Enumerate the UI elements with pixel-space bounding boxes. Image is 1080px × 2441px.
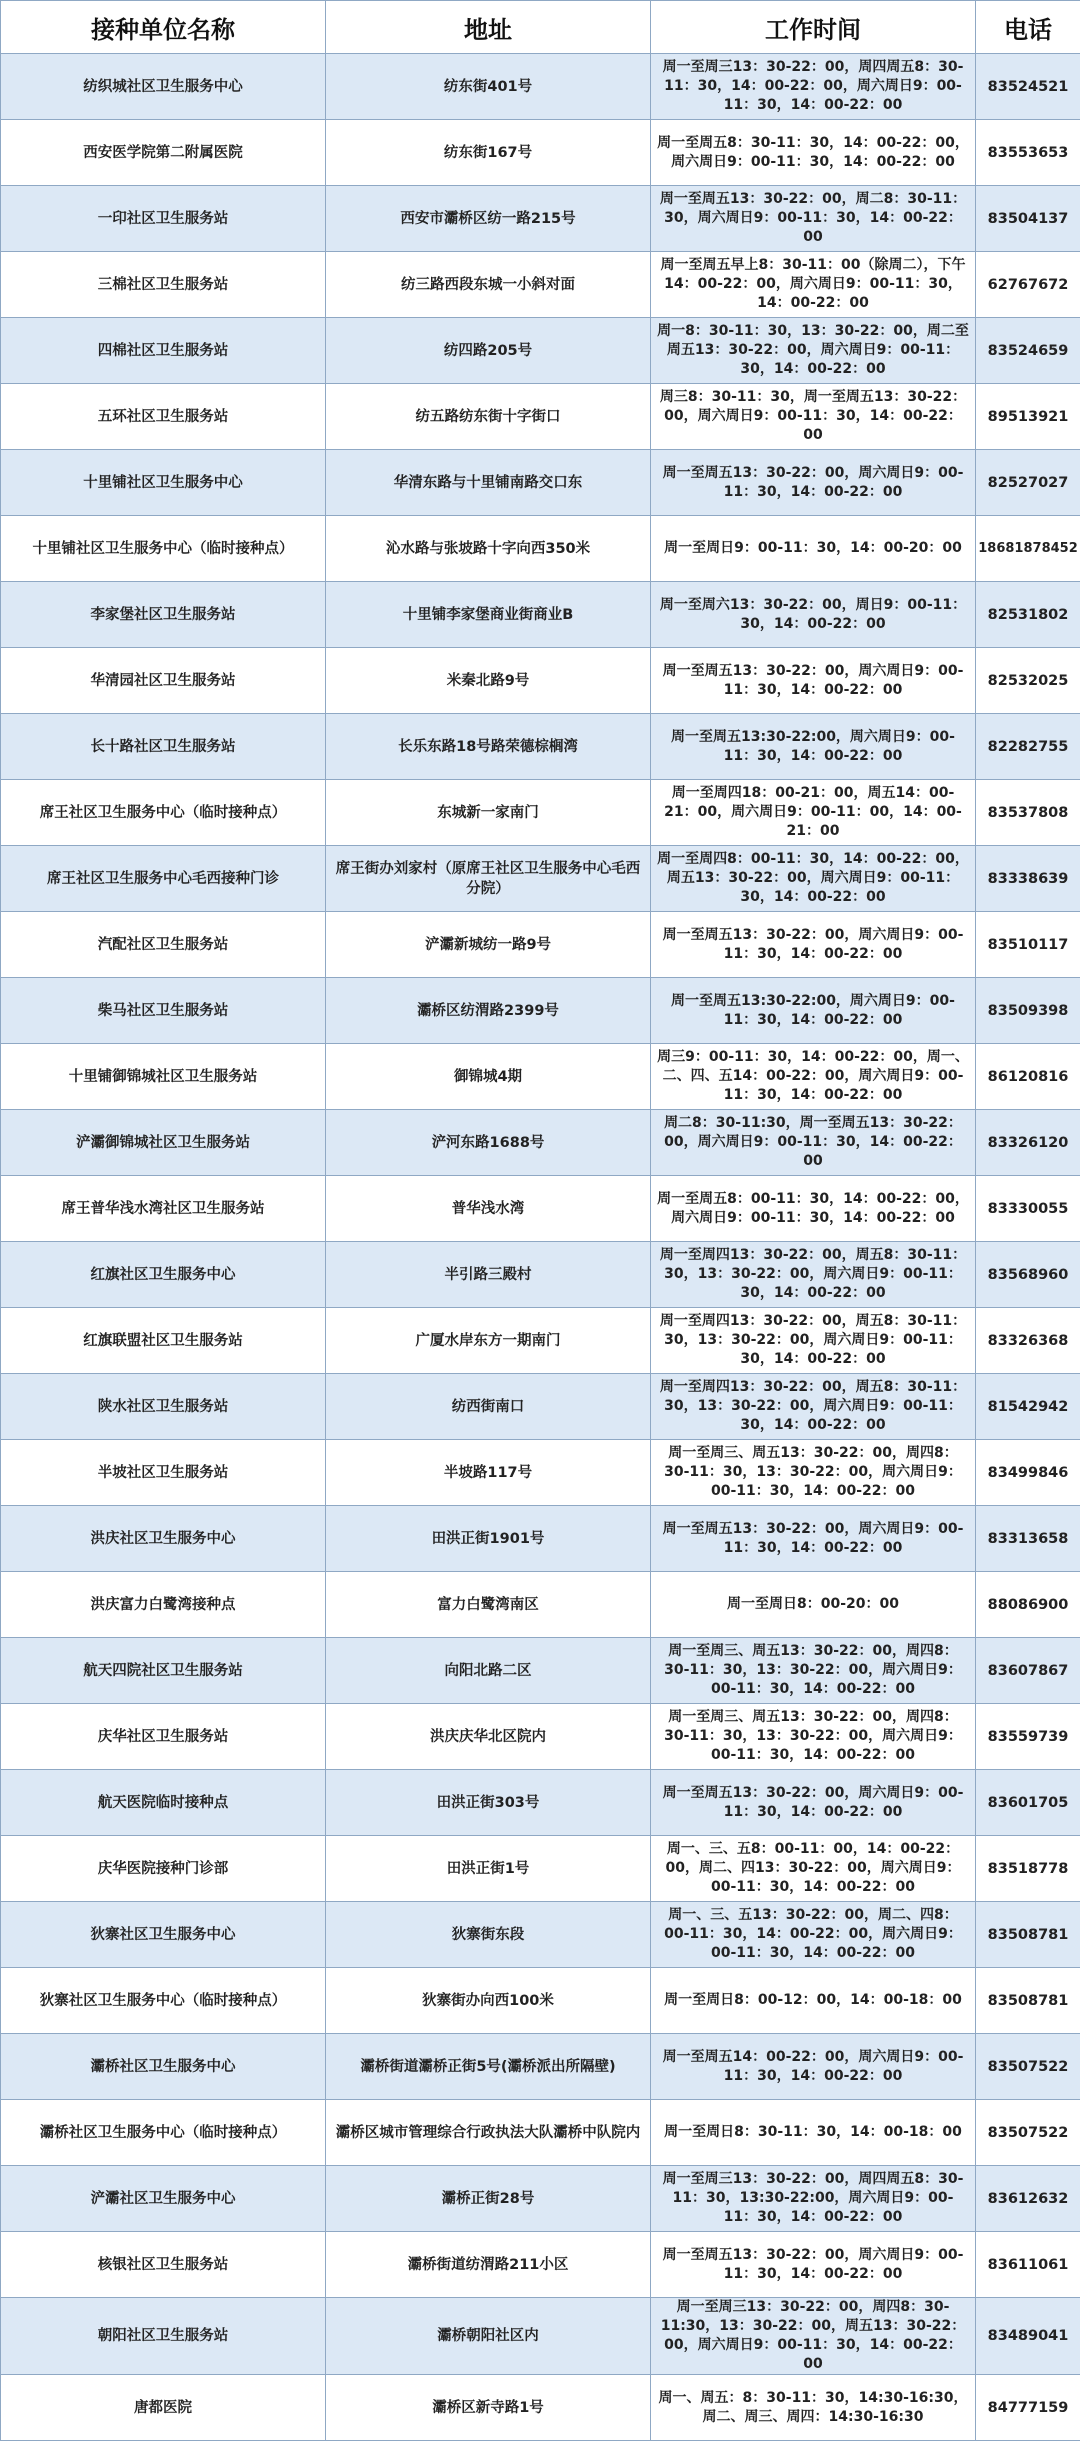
site-phone-cell: 82531802 xyxy=(976,582,1080,648)
site-phone-cell: 86120816 xyxy=(976,1044,1080,1110)
site-name-cell: 半坡社区卫生服务站 xyxy=(1,1440,326,1506)
table-row xyxy=(1,186,1080,252)
site-address-cell: 灞桥正街28号 xyxy=(326,2166,651,2232)
site-name-cell: 朝阳社区卫生服务站 xyxy=(1,2298,326,2375)
site-name-cell: 华清园社区卫生服务站 xyxy=(1,648,326,714)
site-name-cell: 红旗联盟社区卫生服务站 xyxy=(1,1308,326,1374)
site-hours-cell: 周一、周五：8：30-11：30，14:30-16:30，周二、周三、周四：14:30-16:30 xyxy=(651,2375,976,2441)
table-row xyxy=(1,1242,1080,1308)
site-phone-cell: 83612632 xyxy=(976,2166,1080,2232)
site-phone-cell: 83607867 xyxy=(976,1638,1080,1704)
site-name-cell: 柴马社区卫生服务站 xyxy=(1,978,326,1044)
site-hours-cell: 周一、三、五13：30-22：00，周二、四8：00-11：30，14：00-22：00，周六周日9：00-11：30，14：00-22：00 xyxy=(651,1902,976,1968)
site-hours-cell: 周一至周五13：30-22：00，周六周日9：00-11：30，14：00-22：00 xyxy=(651,450,976,516)
table-row xyxy=(1,450,1080,516)
site-hours-cell: 周一至周四13：30-22：00，周五8：30-11：30，13：30-22：00，周六周日9：00-11：30，14：00-22：00 xyxy=(651,1374,976,1440)
table-row xyxy=(1,1440,1080,1506)
header-hours: 工作时间 xyxy=(651,1,976,54)
site-name-cell: 狄寨社区卫生服务中心（临时接种点） xyxy=(1,1968,326,2034)
table-row xyxy=(1,2034,1080,2100)
table-row xyxy=(1,846,1080,912)
table-row xyxy=(1,648,1080,714)
site-hours-cell: 周二8：30-11:30，周一至周五13：30-22：00，周六周日9：00-11：30，14：00-22：00 xyxy=(651,1110,976,1176)
site-address-cell: 纺四路205号 xyxy=(326,318,651,384)
site-hours-cell: 周一至周四8：00-11：30，14：00-22：00，周五13：30-22：00，周六周日9：00-11：30，14：00-22：00 xyxy=(651,846,976,912)
site-phone-cell: 89513921 xyxy=(976,384,1080,450)
site-phone-cell: 83508781 xyxy=(976,1968,1080,2034)
site-hours-cell: 周一至周五8：00-11：30，14：00-22：00，周六周日9：00-11：30，14：00-22：00 xyxy=(651,1176,976,1242)
site-name-cell: 席王社区卫生服务中心毛西接种门诊 xyxy=(1,846,326,912)
site-phone-cell: 83507522 xyxy=(976,2100,1080,2166)
site-phone-cell: 83326120 xyxy=(976,1110,1080,1176)
site-phone-cell: 83330055 xyxy=(976,1176,1080,1242)
site-name-cell: 庆华社区卫生服务站 xyxy=(1,1704,326,1770)
site-hours-cell: 周一至周四13：30-22：00，周五8：30-11：30，13：30-22：00，周六周日9：00-11：30，14：00-22：00 xyxy=(651,1242,976,1308)
site-phone-cell: 83313658 xyxy=(976,1506,1080,1572)
site-hours-cell: 周三9：00-11：30，14：00-22：00，周一、二、四、五14：00-22：00，周六周日9：00-11：30，14：00-22：00 xyxy=(651,1044,976,1110)
site-name-cell: 庆华医院接种门诊部 xyxy=(1,1836,326,1902)
site-address-cell: 华清东路与十里铺南路交口东 xyxy=(326,450,651,516)
site-address-cell: 灞桥区新寺路1号 xyxy=(326,2375,651,2441)
site-hours-cell: 周一至周四18：00-21：00，周五14：00-21：00，周六周日9：00-11：00，14：00-21：00 xyxy=(651,780,976,846)
site-hours-cell: 周一至周日8：30-11：30，14：00-18：00 xyxy=(651,2100,976,2166)
site-address-cell: 富力白鹭湾南区 xyxy=(326,1572,651,1638)
table-row xyxy=(1,2100,1080,2166)
table-row xyxy=(1,1704,1080,1770)
site-address-cell: 沁水路与张坡路十字向西350米 xyxy=(326,516,651,582)
site-name-cell: 长十路社区卫生服务站 xyxy=(1,714,326,780)
site-name-cell: 席王社区卫生服务中心（临时接种点） xyxy=(1,780,326,846)
site-address-cell: 米秦北路9号 xyxy=(326,648,651,714)
table-row xyxy=(1,1836,1080,1902)
site-hours-cell: 周三8：30-11：30，周一至周五13：30-22：00，周六周日9：00-11：30，14：00-22：00 xyxy=(651,384,976,450)
site-address-cell: 浐河东路1688号 xyxy=(326,1110,651,1176)
site-hours-cell: 周一至周三13：30-22：00，周四周五8：30-11：30，13:30-22:00，周六周日9：00-11：30，14：00-22：00 xyxy=(651,2166,976,2232)
site-hours-cell: 周一至周日9：00-11：30，14：00-20：00 xyxy=(651,516,976,582)
site-name-cell: 洪庆富力白鹭湾接种点 xyxy=(1,1572,326,1638)
site-hours-cell: 周一至周五13：30-22：00，周六周日9：00-11：30，14：00-22：00 xyxy=(651,912,976,978)
site-name-cell: 李家堡社区卫生服务站 xyxy=(1,582,326,648)
site-hours-cell: 周一至周五13：30-22：00，周六周日9：00-11：30，14：00-22：00 xyxy=(651,2232,976,2298)
table-row xyxy=(1,714,1080,780)
site-hours-cell: 周一至周五13:30-22:00，周六周日9：00-11：30，14：00-22：00 xyxy=(651,978,976,1044)
site-name-cell: 西安医学院第二附属医院 xyxy=(1,120,326,186)
table-row xyxy=(1,1044,1080,1110)
table-row xyxy=(1,2232,1080,2298)
site-address-cell: 灞桥街道纺渭路211小区 xyxy=(326,2232,651,2298)
site-phone-cell: 84777159 xyxy=(976,2375,1080,2441)
site-name-cell: 核银社区卫生服务站 xyxy=(1,2232,326,2298)
site-phone-cell: 62767672 xyxy=(976,252,1080,318)
site-address-cell: 纺三路西段东城一小斜对面 xyxy=(326,252,651,318)
site-phone-cell: 83509398 xyxy=(976,978,1080,1044)
site-address-cell: 十里铺李家堡商业街商业B xyxy=(326,582,651,648)
table-row xyxy=(1,1638,1080,1704)
site-hours-cell: 周一至周五早上8：30-11：00（除周二），下午14：00-22：00，周六周日9：00-11：30，14：00-22：00 xyxy=(651,252,976,318)
table-row xyxy=(1,1968,1080,2034)
site-hours-cell: 周一至周五13:30-22:00，周六周日9：00-11：30，14：00-22：00 xyxy=(651,714,976,780)
site-address-cell: 席王街办刘家村（原席王社区卫生服务中心毛西分院） xyxy=(326,846,651,912)
table-row xyxy=(1,1110,1080,1176)
site-address-cell: 浐灞新城纺一路9号 xyxy=(326,912,651,978)
site-hours-cell: 周一至周日8：00-12：00，14：00-18：00 xyxy=(651,1968,976,2034)
site-address-cell: 灞桥区纺渭路2399号 xyxy=(326,978,651,1044)
site-address-cell: 向阳北路二区 xyxy=(326,1638,651,1704)
site-phone-cell: 83510117 xyxy=(976,912,1080,978)
site-address-cell: 纺西街南口 xyxy=(326,1374,651,1440)
site-name-cell: 浐灞御锦城社区卫生服务站 xyxy=(1,1110,326,1176)
site-name-cell: 四棉社区卫生服务站 xyxy=(1,318,326,384)
site-phone-cell: 83326368 xyxy=(976,1308,1080,1374)
table-row xyxy=(1,1176,1080,1242)
site-phone-cell: 83508781 xyxy=(976,1902,1080,1968)
site-address-cell: 长乐东路18号路荣德棕榈湾 xyxy=(326,714,651,780)
site-address-cell: 半引路三殿村 xyxy=(326,1242,651,1308)
site-address-cell: 纺东街167号 xyxy=(326,120,651,186)
site-hours-cell: 周一至周五13：30-22：00，周六周日9：00-11：30，14：00-22：00 xyxy=(651,648,976,714)
site-address-cell: 纺东街401号 xyxy=(326,54,651,120)
site-name-cell: 陕水社区卫生服务站 xyxy=(1,1374,326,1440)
site-name-cell: 航天四院社区卫生服务站 xyxy=(1,1638,326,1704)
site-phone-cell: 83489041 xyxy=(976,2298,1080,2375)
table-row xyxy=(1,516,1080,582)
site-name-cell: 汽配社区卫生服务站 xyxy=(1,912,326,978)
site-address-cell: 西安市灞桥区纺一路215号 xyxy=(326,186,651,252)
table-row xyxy=(1,1506,1080,1572)
table-row xyxy=(1,2375,1080,2441)
header-phone: 电话 xyxy=(976,1,1080,54)
site-phone-cell: 81542942 xyxy=(976,1374,1080,1440)
table-row xyxy=(1,2298,1080,2375)
site-phone-cell: 83524659 xyxy=(976,318,1080,384)
site-hours-cell: 周一至周日8：00-20：00 xyxy=(651,1572,976,1638)
site-address-cell: 东城新一家南门 xyxy=(326,780,651,846)
site-name-cell: 洪庆社区卫生服务中心 xyxy=(1,1506,326,1572)
site-phone-cell: 83499846 xyxy=(976,1440,1080,1506)
site-name-cell: 红旗社区卫生服务中心 xyxy=(1,1242,326,1308)
table-header-row xyxy=(1,1,1080,54)
table-row xyxy=(1,318,1080,384)
site-hours-cell: 周一至周三、周五13：30-22：00，周四8：30-11：30，13：30-22：00，周六周日9：00-11：30，14：00-22：00 xyxy=(651,1638,976,1704)
site-address-cell: 灞桥区城市管理综合行政执法大队灞桥中队院内 xyxy=(326,2100,651,2166)
site-hours-cell: 周一至周五14：00-22：00，周六周日9：00-11：30，14：00-22：00 xyxy=(651,2034,976,2100)
site-phone-cell: 83518778 xyxy=(976,1836,1080,1902)
site-name-cell: 五环社区卫生服务站 xyxy=(1,384,326,450)
site-name-cell: 航天医院临时接种点 xyxy=(1,1770,326,1836)
site-phone-cell: 88086900 xyxy=(976,1572,1080,1638)
table-row xyxy=(1,1572,1080,1638)
site-phone-cell: 83559739 xyxy=(976,1704,1080,1770)
table-row xyxy=(1,582,1080,648)
site-address-cell: 御锦城4期 xyxy=(326,1044,651,1110)
site-address-cell: 狄寨街东段 xyxy=(326,1902,651,1968)
site-name-cell: 灞桥社区卫生服务中心（临时接种点） xyxy=(1,2100,326,2166)
table-row xyxy=(1,384,1080,450)
site-address-cell: 田洪正街1号 xyxy=(326,1836,651,1902)
site-address-cell: 灞桥街道灞桥正街5号(灞桥派出所隔壁) xyxy=(326,2034,651,2100)
site-hours-cell: 周一至周五13：30-22：00，周二8：30-11：30，周六周日9：00-11：30，14：00-22：00 xyxy=(651,186,976,252)
table-row xyxy=(1,780,1080,846)
site-hours-cell: 周一至周三13：30-22：00，周四8：30-11:30，13：30-22：00，周五13：30-22：00，周六周日9：00-11：30，14：00-22：00 xyxy=(651,2298,976,2375)
site-phone-cell: 83504137 xyxy=(976,186,1080,252)
site-address-cell: 洪庆庆华北区院内 xyxy=(326,1704,651,1770)
table-row xyxy=(1,1770,1080,1836)
header-address: 地址 xyxy=(326,1,651,54)
table-row xyxy=(1,1374,1080,1440)
site-phone-cell: 83507522 xyxy=(976,2034,1080,2100)
site-name-cell: 十里铺社区卫生服务中心 xyxy=(1,450,326,516)
site-phone-cell: 83568960 xyxy=(976,1242,1080,1308)
site-hours-cell: 周一至周三13：30-22：00，周四周五8：30-11：30，14：00-22：00，周六周日9：00-11：30，14：00-22：00 xyxy=(651,54,976,120)
site-phone-cell: 83524521 xyxy=(976,54,1080,120)
site-name-cell: 席王普华浅水湾社区卫生服务站 xyxy=(1,1176,326,1242)
site-name-cell: 十里铺社区卫生服务中心（临时接种点） xyxy=(1,516,326,582)
site-phone-cell: 83611061 xyxy=(976,2232,1080,2298)
site-phone-cell: 18681878452 xyxy=(976,516,1080,582)
table-row xyxy=(1,252,1080,318)
site-address-cell: 灞桥朝阳社区内 xyxy=(326,2298,651,2375)
site-name-cell: 灞桥社区卫生服务中心 xyxy=(1,2034,326,2100)
site-name-cell: 唐都医院 xyxy=(1,2375,326,2441)
table-row xyxy=(1,2166,1080,2232)
site-name-cell: 浐灞社区卫生服务中心 xyxy=(1,2166,326,2232)
table-body xyxy=(1,54,1080,2441)
site-name-cell: 狄寨社区卫生服务中心 xyxy=(1,1902,326,1968)
site-address-cell: 普华浅水湾 xyxy=(326,1176,651,1242)
site-phone-cell: 83338639 xyxy=(976,846,1080,912)
site-address-cell: 狄寨街办向西100米 xyxy=(326,1968,651,2034)
site-address-cell: 广厦水岸东方一期南门 xyxy=(326,1308,651,1374)
site-hours-cell: 周一、三、五8：00-11：00，14：00-22：00，周二、四13：30-22：00，周六周日9：00-11：30，14：00-22：00 xyxy=(651,1836,976,1902)
site-hours-cell: 周一至周三、周五13：30-22：00，周四8：30-11：30，13：30-22：00，周六周日9：00-11：30，14：00-22：00 xyxy=(651,1440,976,1506)
table-row xyxy=(1,978,1080,1044)
site-hours-cell: 周一至周四13：30-22：00，周五8：30-11：30，13：30-22：00，周六周日9：00-11：30，14：00-22：00 xyxy=(651,1308,976,1374)
site-phone-cell: 82532025 xyxy=(976,648,1080,714)
site-hours-cell: 周一至周五8：30-11：30，14：00-22：00，周六周日9：00-11：30，14：00-22：00 xyxy=(651,120,976,186)
table-row xyxy=(1,912,1080,978)
table-row xyxy=(1,1308,1080,1374)
site-phone-cell: 83553653 xyxy=(976,120,1080,186)
site-phone-cell: 83537808 xyxy=(976,780,1080,846)
site-hours-cell: 周一至周三、周五13：30-22：00，周四8：30-11：30，13：30-22：00，周六周日9：00-11：30，14：00-22：00 xyxy=(651,1704,976,1770)
site-phone-cell: 82282755 xyxy=(976,714,1080,780)
site-address-cell: 田洪正街1901号 xyxy=(326,1506,651,1572)
table-row xyxy=(1,54,1080,120)
site-hours-cell: 周一8：30-11：30，13：30-22：00，周二至周五13：30-22：00，周六周日9：00-11：30，14：00-22：00 xyxy=(651,318,976,384)
site-address-cell: 纺五路纺东街十字街口 xyxy=(326,384,651,450)
site-name-cell: 十里铺御锦城社区卫生服务站 xyxy=(1,1044,326,1110)
site-name-cell: 纺织城社区卫生服务中心 xyxy=(1,54,326,120)
site-name-cell: 三棉社区卫生服务站 xyxy=(1,252,326,318)
site-phone-cell: 82527027 xyxy=(976,450,1080,516)
site-hours-cell: 周一至周五13：30-22：00，周六周日9：00-11：30，14：00-22：00 xyxy=(651,1770,976,1836)
site-name-cell: 一印社区卫生服务站 xyxy=(1,186,326,252)
header-name: 接种单位名称 xyxy=(1,1,326,54)
site-hours-cell: 周一至周六13：30-22：00，周日9：00-11：30，14：00-22：00 xyxy=(651,582,976,648)
site-hours-cell: 周一至周五13：30-22：00，周六周日9：00-11：30，14：00-22：00 xyxy=(651,1506,976,1572)
table-row xyxy=(1,1902,1080,1968)
site-address-cell: 半坡路117号 xyxy=(326,1440,651,1506)
site-phone-cell: 83601705 xyxy=(976,1770,1080,1836)
table-row xyxy=(1,120,1080,186)
site-address-cell: 田洪正街303号 xyxy=(326,1770,651,1836)
